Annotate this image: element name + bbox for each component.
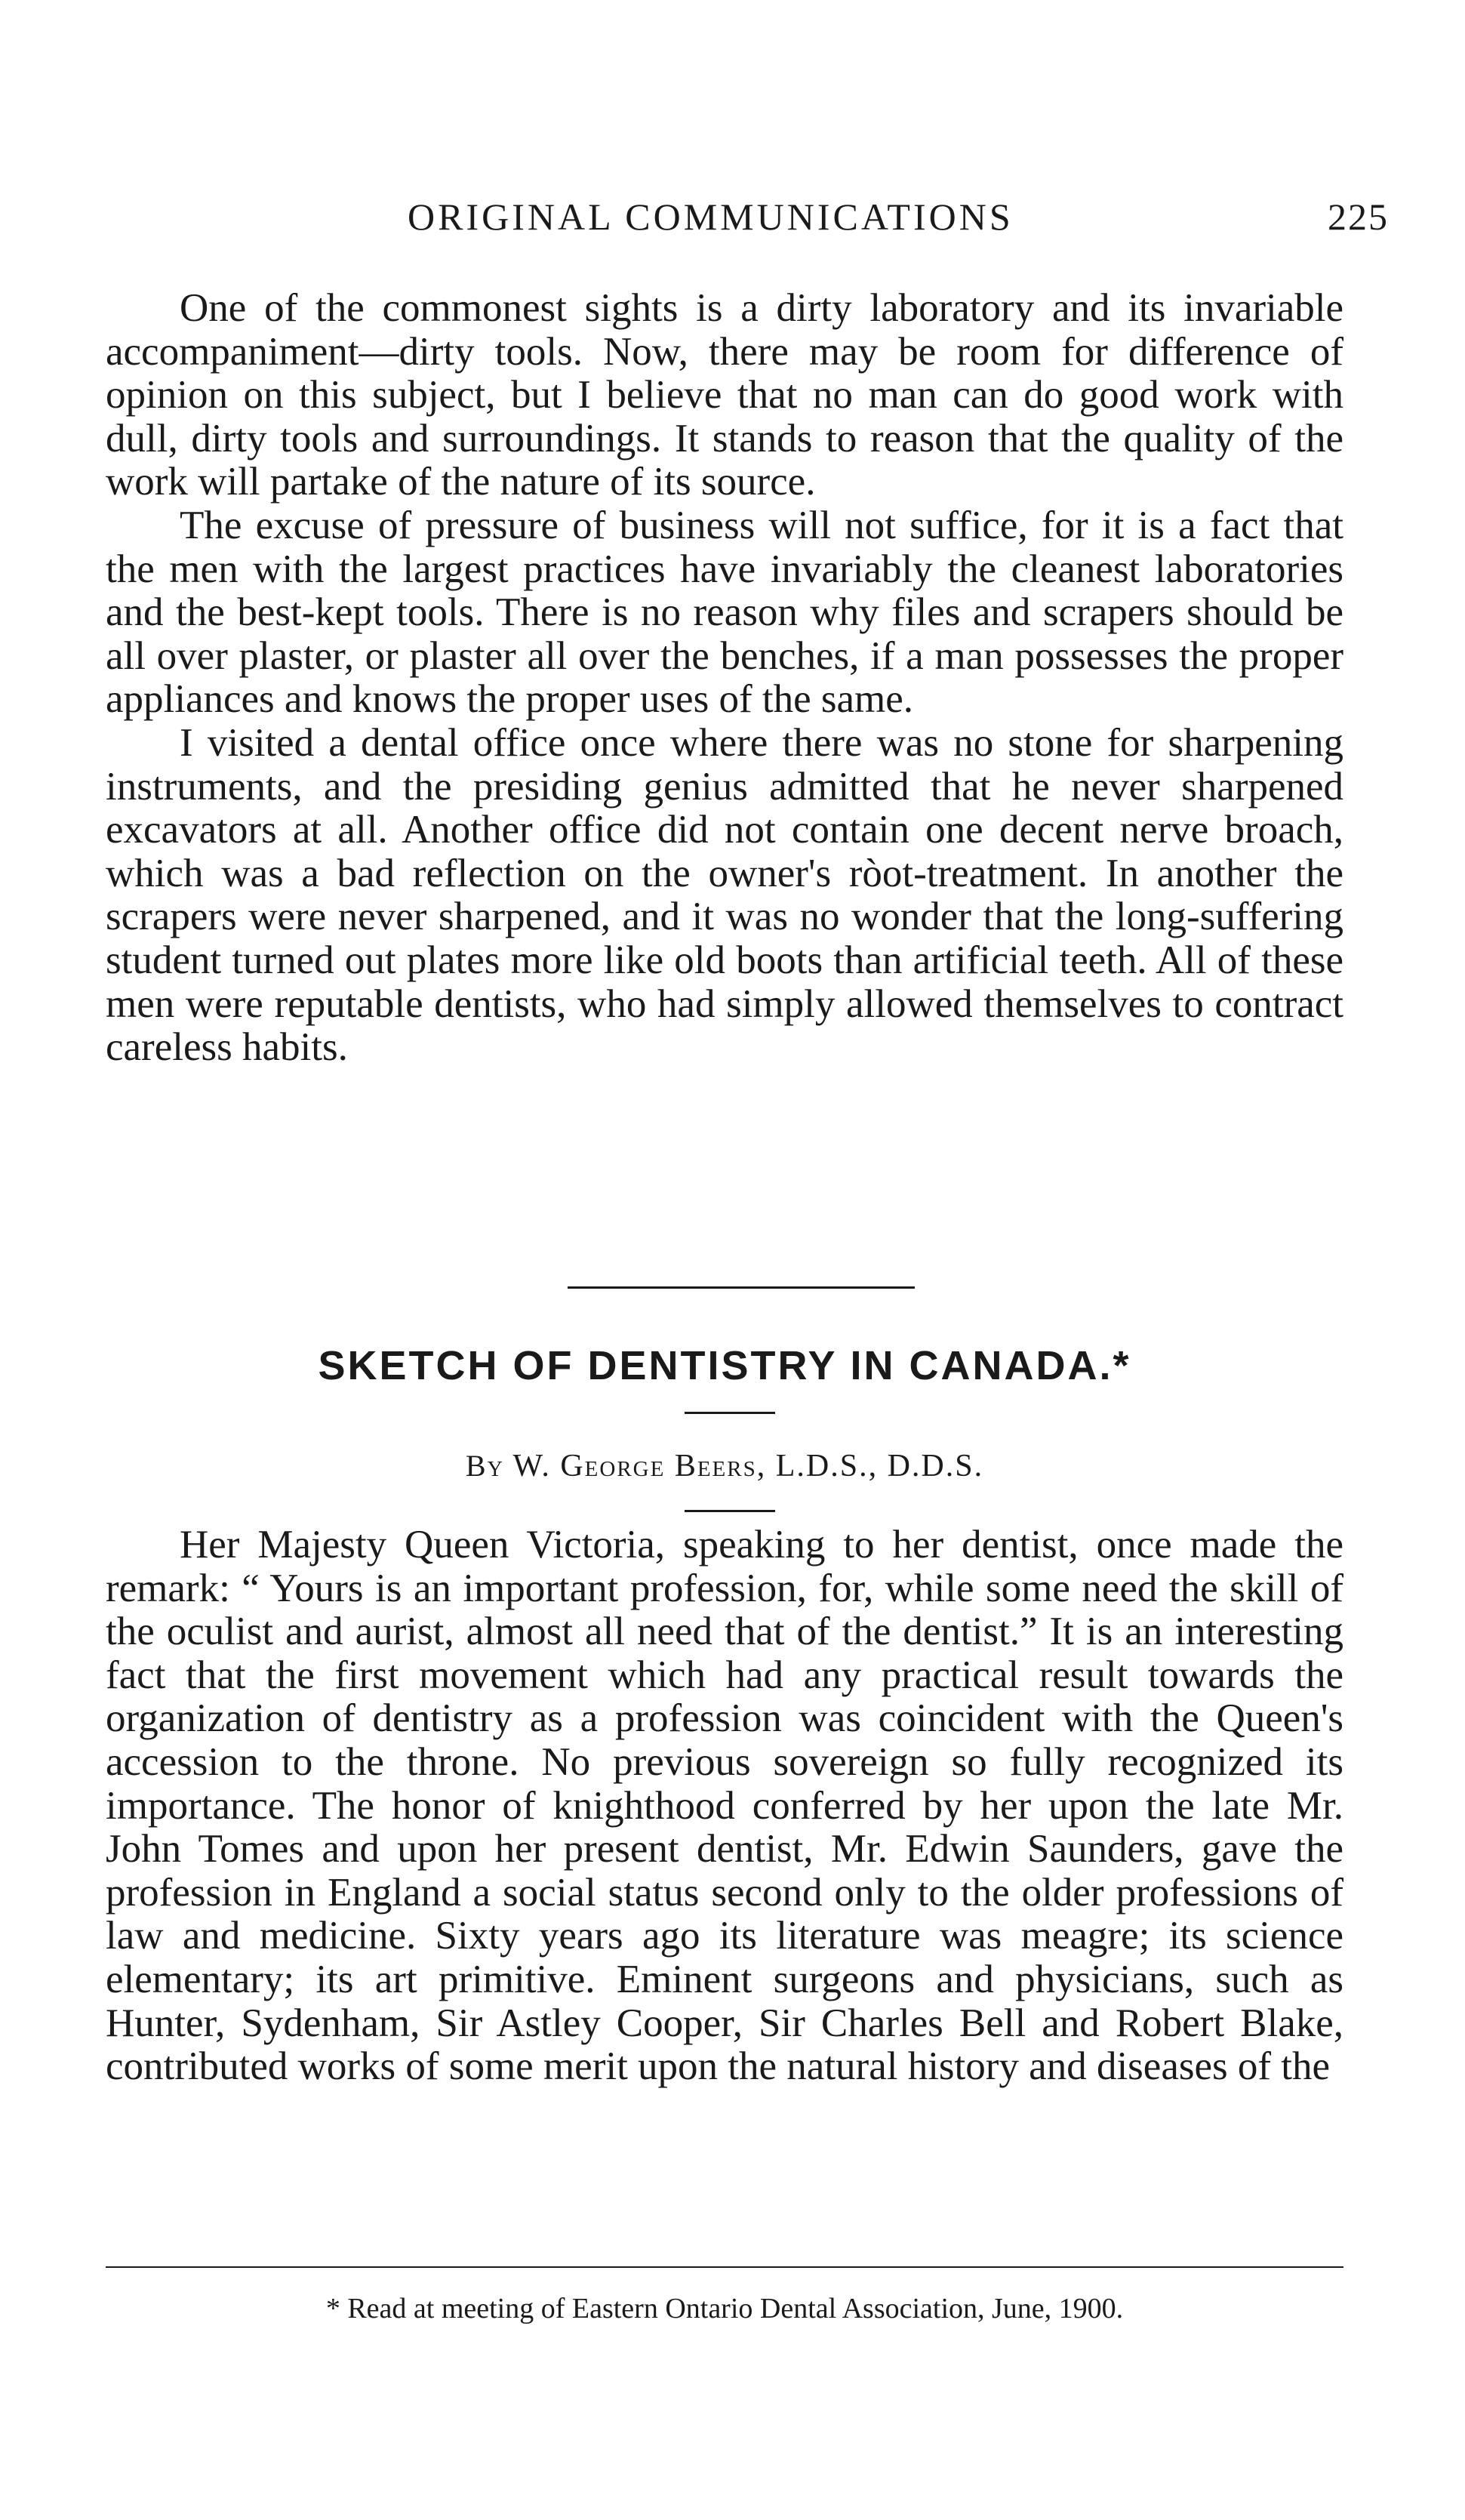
article-title: SKETCH OF DENTISTRY IN CANADA.* bbox=[318, 1343, 1131, 1388]
previous-article-text bbox=[106, 287, 1343, 1070]
byline-author: W. George Beers, L.D.S., D.D.S. bbox=[512, 1449, 984, 1483]
byline-rule bbox=[685, 1510, 775, 1512]
footnote-rule bbox=[106, 2266, 1343, 2268]
running-title: ORIGINAL COMMUNICATIONS bbox=[408, 196, 1014, 238]
title-rule bbox=[685, 1412, 775, 1414]
paragraph: The excuse of pressure of business will not suffice, for it is a fact that the men with the largest practices have invariably the cleanest laboratories and the best-kept tools. There is no reason why files and scrapers should be all over plaster, or plaster all over the benches, if a man possesses the proper appliances and knows the proper uses of the same. bbox=[106, 503, 1343, 722]
section-divider bbox=[568, 1286, 915, 1289]
page-number: 225 bbox=[1328, 196, 1389, 238]
paragraph: I visited a dental office once where there was no stone for sharpening instruments, and the presiding genius admitted that he never sharpened excavators at all. Another office did not contain one decent nerve broach, which was a bad reflection on the owner's ròot-treatment. In another the scrapers were never sharpened, and it was no wonder that the long-suffering student turned out plates more like old boots than artificial teeth. All of these men were reputable dentists, who had simply allowed themselves to contract careless habits. bbox=[106, 720, 1343, 1070]
paragraph: Her Majesty Queen Victoria, speaking to her dentist, once made the remark: “ Yours is an important profession, for, while some need the skill of the oculist and aurist, almost all need that of the dentist.” It is an interesting fact that the first movement which had any practical result towards the organization of dentistry as a profession was coincident with the Queen's accession to the throne. No previous sovereign so fully recognized its importance. The honor of knighthood conferred by her upon the late Mr. John Tomes and upon her present dentist, Mr. Edwin Saunders, gave the profession in England a social status second only to the older professions of law and medicine. Sixty years ago its literature was meagre; its science elementary; its art primitive. Eminent surgeons and physicians, such as Hunter, Sydenham, Sir Astley Cooper, Sir Charles Bell and Robert Blake, contributed works of some merit upon the natural history and diseases of the bbox=[106, 1523, 1343, 2089]
article-text bbox=[106, 1523, 1343, 2089]
footnote: * Read at meeting of Eastern Ontario Dental Association, June, 1900. bbox=[325, 2293, 1124, 2324]
byline-prefix: By bbox=[465, 1449, 504, 1483]
running-header bbox=[106, 195, 1389, 248]
byline bbox=[106, 1448, 1343, 1484]
paragraph: One of the commonest sights is a dirty laboratory and its invariable accompaniment—dirty tools. Now, there may be room for difference of opinion on this subject, but I believe that no man can do good work with dull, dirty tools and surroundings. It stands to reason that the quality of the work will partake of the nature of its source. bbox=[106, 286, 1343, 504]
